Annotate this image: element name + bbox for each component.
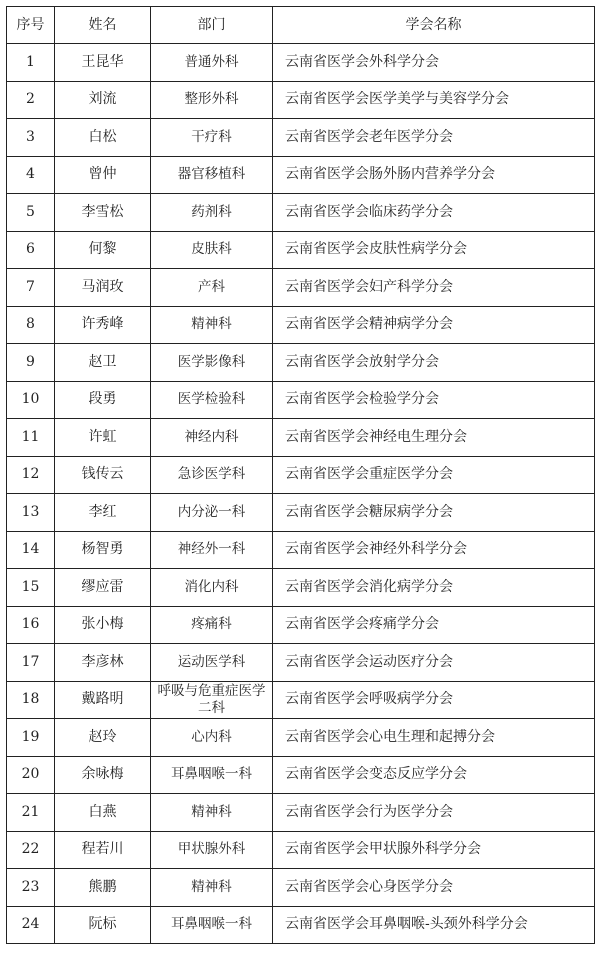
society-name: 云南省医学会心身医学分会	[273, 869, 595, 907]
society-name: 云南省医学会呼吸病学分会	[273, 681, 595, 719]
department-cell: 消化内科	[151, 569, 273, 607]
society-name: 云南省医学会老年医学分会	[273, 119, 595, 157]
society-member-table	[6, 6, 595, 944]
department-cell: 耳鼻咽喉一科	[151, 906, 273, 944]
table-row	[7, 831, 595, 869]
table-row	[7, 194, 595, 232]
member-name: 李雪松	[55, 194, 151, 232]
department-cell: 整形外科	[151, 81, 273, 119]
department-cell: 内分泌一科	[151, 494, 273, 532]
member-name: 阮标	[55, 906, 151, 944]
department-cell: 皮肤科	[151, 231, 273, 269]
department-cell: 精神科	[151, 306, 273, 344]
table-row	[7, 606, 595, 644]
row-number: 16	[7, 606, 55, 644]
member-name: 李彦林	[55, 644, 151, 682]
member-name: 段勇	[55, 381, 151, 419]
row-number: 3	[7, 119, 55, 157]
department-cell: 干疗科	[151, 119, 273, 157]
society-name: 云南省医学会皮肤性病学分会	[273, 231, 595, 269]
department-cell: 疼痛科	[151, 606, 273, 644]
row-number: 20	[7, 756, 55, 794]
member-name: 熊鹏	[55, 869, 151, 907]
table-header-row	[7, 7, 595, 44]
department-cell: 心内科	[151, 719, 273, 757]
row-number: 12	[7, 456, 55, 494]
member-name: 何黎	[55, 231, 151, 269]
row-number: 18	[7, 681, 55, 719]
table-row	[7, 231, 595, 269]
row-number: 21	[7, 794, 55, 832]
table-row	[7, 569, 595, 607]
member-name: 许虹	[55, 419, 151, 457]
department-cell: 急诊医学科	[151, 456, 273, 494]
department-cell: 医学影像科	[151, 344, 273, 382]
row-number: 17	[7, 644, 55, 682]
row-number: 19	[7, 719, 55, 757]
department-cell: 器官移植科	[151, 156, 273, 194]
member-name: 赵玲	[55, 719, 151, 757]
header-number: 序号	[7, 7, 55, 44]
table-row	[7, 644, 595, 682]
table-row	[7, 719, 595, 757]
row-number: 11	[7, 419, 55, 457]
table-row	[7, 756, 595, 794]
department-cell: 普通外科	[151, 44, 273, 82]
society-name: 云南省医学会运动医疗分会	[273, 644, 595, 682]
member-name: 李红	[55, 494, 151, 532]
society-name: 云南省医学会妇产科学分会	[273, 269, 595, 307]
header-department: 部门	[151, 7, 273, 44]
table-row	[7, 419, 595, 457]
department-cell: 甲状腺外科	[151, 831, 273, 869]
row-number: 9	[7, 344, 55, 382]
department-cell: 产科	[151, 269, 273, 307]
society-name: 云南省医学会精神病学分会	[273, 306, 595, 344]
member-name: 马润玫	[55, 269, 151, 307]
table-row	[7, 156, 595, 194]
society-name: 云南省医学会糖尿病学分会	[273, 494, 595, 532]
table-row	[7, 531, 595, 569]
member-name: 许秀峰	[55, 306, 151, 344]
row-number: 10	[7, 381, 55, 419]
member-name: 余咏梅	[55, 756, 151, 794]
table-row	[7, 456, 595, 494]
table-row	[7, 306, 595, 344]
society-name: 云南省医学会耳鼻咽喉-头颈外科学分会	[273, 906, 595, 944]
row-number: 15	[7, 569, 55, 607]
society-name: 云南省医学会神经电生理分会	[273, 419, 595, 457]
table-row	[7, 81, 595, 119]
society-name: 云南省医学会疼痛学分会	[273, 606, 595, 644]
society-name: 云南省医学会心电生理和起搏分会	[273, 719, 595, 757]
department-cell: 精神科	[151, 794, 273, 832]
society-name: 云南省医学会医学美学与美容学分会	[273, 81, 595, 119]
table-row	[7, 119, 595, 157]
table-row	[7, 494, 595, 532]
department-cell: 耳鼻咽喉一科	[151, 756, 273, 794]
row-number: 24	[7, 906, 55, 944]
society-name: 云南省医学会检验学分会	[273, 381, 595, 419]
department-cell: 医学检验科	[151, 381, 273, 419]
department-cell: 药剂科	[151, 194, 273, 232]
member-name: 白燕	[55, 794, 151, 832]
row-number: 13	[7, 494, 55, 532]
row-number: 23	[7, 869, 55, 907]
row-number: 1	[7, 44, 55, 82]
department-cell: 神经内科	[151, 419, 273, 457]
row-number: 7	[7, 269, 55, 307]
society-name: 云南省医学会神经外科学分会	[273, 531, 595, 569]
society-name: 云南省医学会变态反应学分会	[273, 756, 595, 794]
member-name: 王昆华	[55, 44, 151, 82]
row-number: 22	[7, 831, 55, 869]
department-cell: 神经外一科	[151, 531, 273, 569]
member-name: 程若川	[55, 831, 151, 869]
society-name: 云南省医学会甲状腺外科学分会	[273, 831, 595, 869]
member-name: 戴路明	[55, 681, 151, 719]
table-row	[7, 44, 595, 82]
department-cell: 精神科	[151, 869, 273, 907]
row-number: 5	[7, 194, 55, 232]
table-row	[7, 906, 595, 944]
member-name: 赵卫	[55, 344, 151, 382]
row-number: 14	[7, 531, 55, 569]
table-row	[7, 869, 595, 907]
table-row	[7, 794, 595, 832]
member-name: 杨智勇	[55, 531, 151, 569]
society-name: 云南省医学会临床药学分会	[273, 194, 595, 232]
society-name: 云南省医学会行为医学分会	[273, 794, 595, 832]
society-name: 云南省医学会外科学分会	[273, 44, 595, 82]
society-name: 云南省医学会肠外肠内营养学分会	[273, 156, 595, 194]
row-number: 2	[7, 81, 55, 119]
member-name: 缪应雷	[55, 569, 151, 607]
society-name: 云南省医学会消化病学分会	[273, 569, 595, 607]
table-row	[7, 344, 595, 382]
table-row	[7, 381, 595, 419]
member-name: 张小梅	[55, 606, 151, 644]
department-cell: 运动医学科	[151, 644, 273, 682]
row-number: 6	[7, 231, 55, 269]
member-name: 曾仲	[55, 156, 151, 194]
table-row	[7, 269, 595, 307]
header-society: 学会名称	[273, 7, 595, 44]
society-name: 云南省医学会放射学分会	[273, 344, 595, 382]
member-name: 钱传云	[55, 456, 151, 494]
header-name: 姓名	[55, 7, 151, 44]
society-name: 云南省医学会重症医学分会	[273, 456, 595, 494]
table-row	[7, 681, 595, 719]
row-number: 8	[7, 306, 55, 344]
row-number: 4	[7, 156, 55, 194]
member-name: 白松	[55, 119, 151, 157]
department-cell: 呼吸与危重症医学二科	[151, 681, 273, 719]
member-name: 刘流	[55, 81, 151, 119]
